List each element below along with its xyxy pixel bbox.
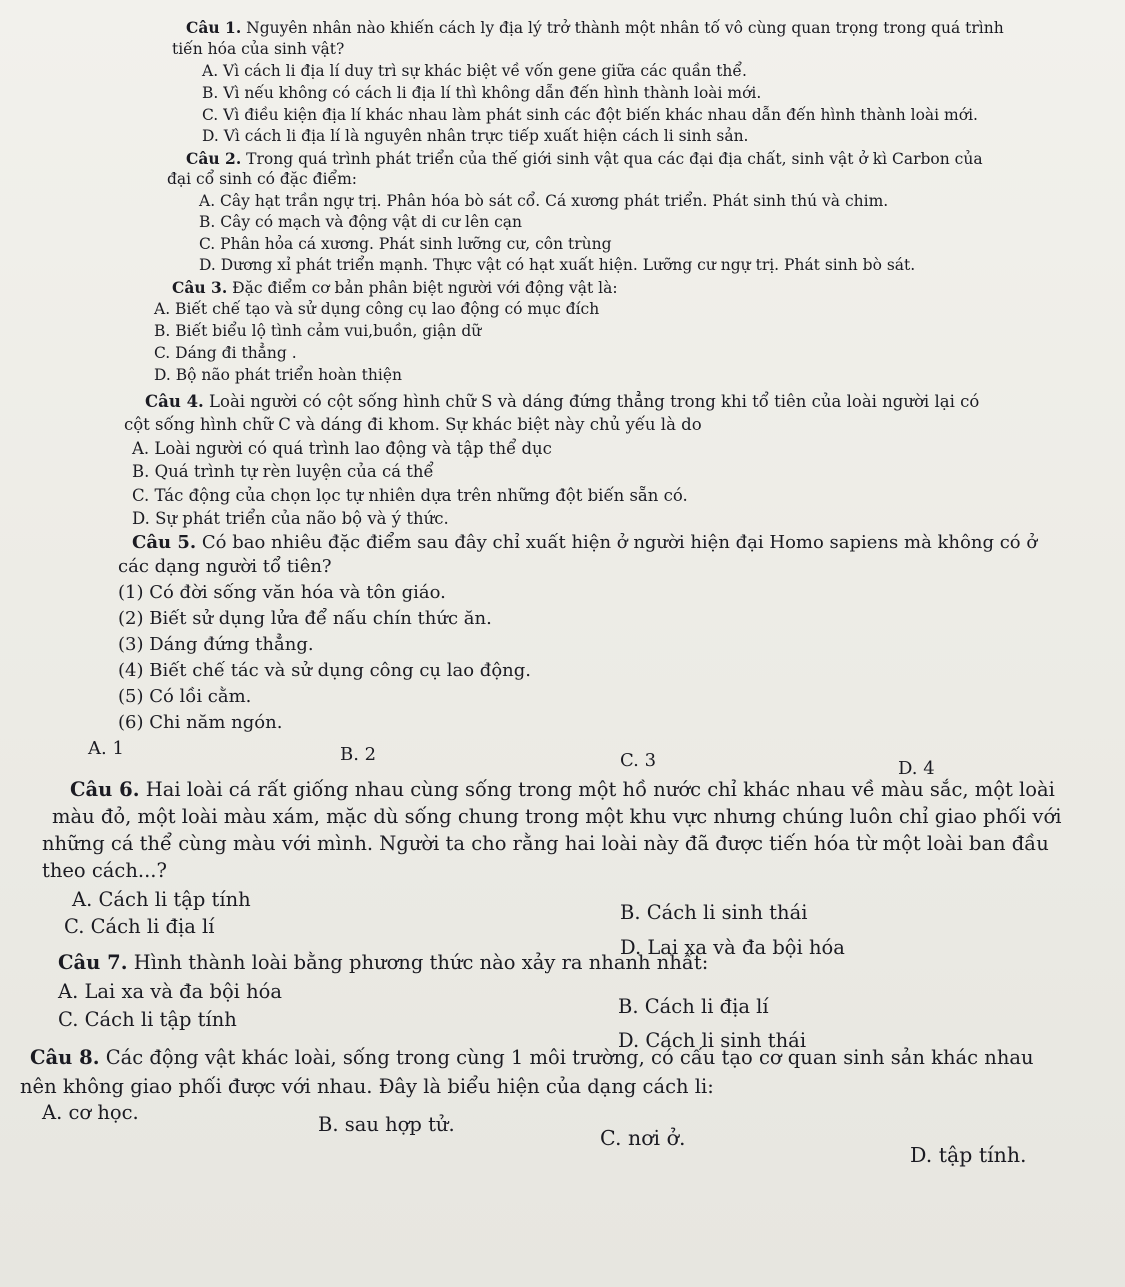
q1-stem-line-1 xyxy=(186,20,1004,37)
q8-label: Câu 8. xyxy=(30,1046,100,1069)
q3-option-a: A. Biết chế tạo và sử dụng công cụ lao động có mục đích xyxy=(154,300,600,318)
q1-option-a: A. Vì cách li địa lí duy trì sự khác biệt về vốn gene giữa các quần thể. xyxy=(202,62,747,80)
q3-option-c: C. Dáng đi thẳng . xyxy=(154,344,297,362)
q5-stem-text: Có bao nhiêu đặc điểm sau đây chỉ xuất hiện ở người hiện đại Homo sapiens mà không có ở xyxy=(201,532,1038,553)
q5-stem-line-1 xyxy=(132,534,1037,552)
q3-stem-line-1 xyxy=(172,280,618,297)
q6-option-d: D. Lai xa và đa bội hóa xyxy=(620,936,845,959)
q8-option-b: B. sau hợp tử. xyxy=(318,1113,455,1136)
q8-stem-line-1 xyxy=(30,1048,1034,1068)
q8-option-d: D. tập tính. xyxy=(910,1143,1027,1167)
q1-stem-line-2: tiến hóa của sinh vật? xyxy=(172,40,345,58)
q2-option-a: A. Cây hạt trần ngự trị. Phân hóa bò sát cổ. Cá xương phát triển. Phát sinh thú và chim. xyxy=(199,192,889,210)
q6-stem-text: Hai loài cá rất giống nhau cùng sống trong một hồ nước chỉ khác nhau về màu sắc, một loài xyxy=(145,778,1055,801)
q5-label: Câu 5. xyxy=(132,532,197,553)
q2-stem-line-1 xyxy=(186,151,983,168)
q4-stem-line-2: cột sống hình chữ C và dáng đi khom. Sự khác biệt này chủ yếu là do xyxy=(124,415,702,434)
q7-option-d: D. Cách li sinh thái xyxy=(618,1029,807,1052)
q3-option-d: D. Bộ não phát triển hoàn thiện xyxy=(154,366,402,384)
q2-stem-line-2: đại cổ sinh có đặc điểm: xyxy=(167,170,357,188)
q5-option-c: C. 3 xyxy=(620,750,657,771)
q1-option-c: C. Vì điều kiện địa lí khác nhau làm phát sinh các đột biến khác nhau dẫn đến hình thành loài mới. xyxy=(202,106,978,124)
q6-option-b: B. Cách li sinh thái xyxy=(620,901,808,924)
q8-stem-line-2: nên không giao phối được với nhau. Đây là biểu hiện của dạng cách li: xyxy=(20,1075,714,1098)
q7-stem-line-1 xyxy=(58,953,708,973)
q1-label: Câu 1. xyxy=(186,18,242,37)
q5-item-6: (6) Chi năm ngón. xyxy=(118,712,283,733)
q7-option-a: A. Lai xa và đa bội hóa xyxy=(58,980,283,1003)
q5-item-3: (3) Dáng đứng thẳng. xyxy=(118,634,314,655)
q3-stem-text: Đặc điểm cơ bản phân biệt người với động vật là: xyxy=(232,279,618,297)
q5-item-4: (4) Biết chế tác và sử dụng công cụ lao động. xyxy=(118,660,531,681)
q6-stem-line-4: theo cách...? xyxy=(42,859,167,882)
q4-stem-text: Loài người có cột sống hình chữ S và dáng đứng thẳng trong khi tổ tiên của loài người lại có xyxy=(209,392,980,411)
q4-option-d: D. Sự phát triển của não bộ và ý thức. xyxy=(132,509,449,528)
q1-option-b: B. Vì nếu không có cách li địa lí thì không dẫn đến hình thành loài mới. xyxy=(202,84,762,102)
q6-stem-line-2: màu đỏ, một loài màu xám, mặc dù sống chung trong một khu vực nhưng chúng luôn chỉ giao phối với xyxy=(52,805,1062,828)
q5-item-1: (1) Có đời sống văn hóa và tôn giáo. xyxy=(118,582,446,603)
q2-stem-text: Trong quá trình phát triển của thế giới sinh vật qua các đại địa chất, sinh vật ở kì Carbon của xyxy=(246,150,983,168)
q4-option-c: C. Tác động của chọn lọc tự nhiên dựa trên những đột biến sẵn có. xyxy=(132,486,688,505)
q3-option-b: B. Biết biểu lộ tình cảm vui,buồn, giận dữ xyxy=(154,322,482,340)
q7-label: Câu 7. xyxy=(58,951,128,974)
q5-item-2: (2) Biết sử dụng lửa để nấu chín thức ăn. xyxy=(118,608,492,629)
q6-option-c: C. Cách li địa lí xyxy=(64,915,215,938)
q6-stem-line-1 xyxy=(70,780,1055,800)
q7-stem-text: Hình thành loài bằng phương thức nào xảy ra nhanh nhất: xyxy=(133,951,709,974)
q5-item-5: (5) Có lồi cằm. xyxy=(118,686,252,707)
q4-option-a: A. Loài người có quá trình lao động và tập thể dục xyxy=(132,439,552,458)
q5-option-d: D. 4 xyxy=(898,758,935,779)
q6-option-a: A. Cách li tập tính xyxy=(72,888,251,911)
q1-stem-text: Nguyên nhân nào khiến cách ly địa lý trở thành một nhân tố vô cùng quan trọng trong quá trình xyxy=(246,19,1004,37)
q1-option-d: D. Vì cách li địa lí là nguyên nhân trực tiếp xuất hiện cách li sinh sản. xyxy=(202,127,749,145)
q2-option-c: C. Phân hỏa cá xương. Phát sinh lưỡng cư, côn trùng xyxy=(199,235,612,253)
q6-label: Câu 6. xyxy=(70,778,140,801)
q8-stem-text: Các động vật khác loài, sống trong cùng 1 môi trường, có cấu tạo cơ quan sinh sản khác nhau xyxy=(105,1046,1034,1069)
q3-label: Câu 3. xyxy=(172,278,228,297)
q2-option-d: D. Dương xỉ phát triển mạnh. Thực vật có hạt xuất hiện. Lưỡng cư ngự trị. Phát sinh bò sát. xyxy=(199,256,916,274)
q4-stem-line-1 xyxy=(145,394,979,411)
q8-option-c: C. nơi ở. xyxy=(600,1126,686,1150)
q2-label: Câu 2. xyxy=(186,149,242,168)
q5-option-b: B. 2 xyxy=(340,744,377,765)
q6-stem-line-3: những cá thể cùng màu với mình. Người ta cho rằng hai loài này đã được tiến hóa từ một loài ban đầu xyxy=(42,832,1049,855)
q8-option-a: A. cơ học. xyxy=(42,1101,139,1124)
q4-option-b: B. Quá trình tự rèn luyện của cá thể xyxy=(132,462,434,481)
q2-option-b: B. Cây có mạch và động vật di cư lên cạn xyxy=(199,213,523,231)
q5-option-a: A. 1 xyxy=(88,738,124,759)
q7-option-c: C. Cách li tập tính xyxy=(58,1008,237,1031)
q7-option-b: B. Cách li địa lí xyxy=(618,995,769,1018)
q4-label: Câu 4. xyxy=(145,392,204,411)
q5-stem-line-2: các dạng người tổ tiên? xyxy=(118,556,332,577)
